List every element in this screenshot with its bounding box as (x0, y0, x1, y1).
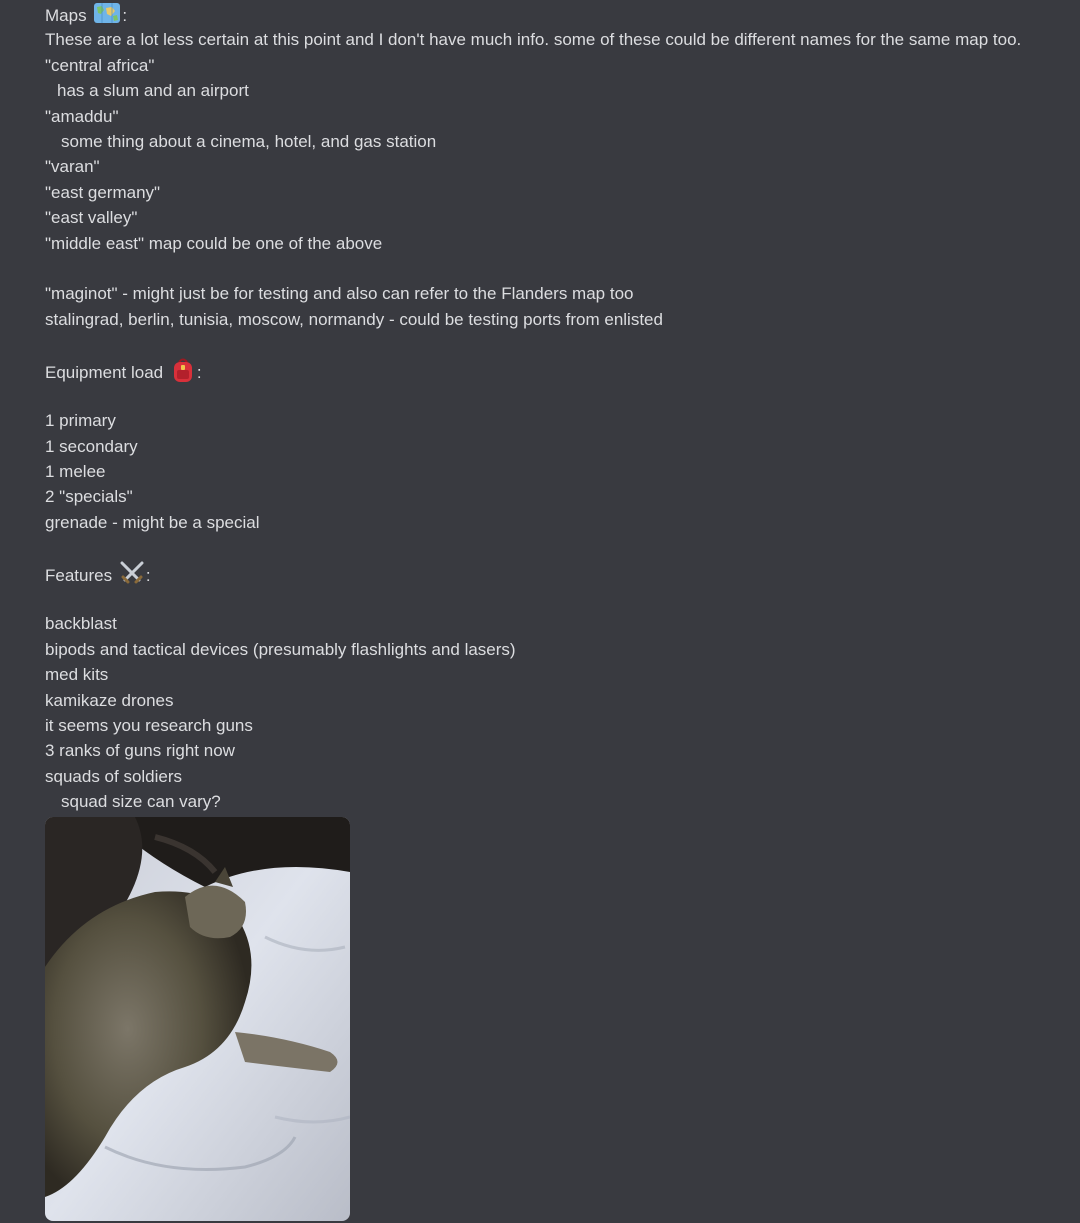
equipment-heading-colon: : (196, 363, 202, 383)
list-item: grenade - might be a special (45, 512, 260, 532)
features-heading (45, 561, 1075, 586)
crossed-swords-icon (119, 561, 145, 592)
list-item: "middle east" map could be one of the above (45, 233, 383, 253)
list-item: 3 ranks of guns right now (45, 741, 235, 761)
spacer (45, 256, 1075, 281)
backpack-icon (170, 357, 196, 390)
features-heading-text: Features (45, 565, 113, 585)
list-item: "east valley" (45, 208, 138, 228)
spacer (45, 535, 1075, 560)
list-item: kamikaze drones (45, 690, 174, 710)
spacer (45, 332, 1075, 357)
maps-heading-colon: : (122, 6, 128, 26)
equipment-heading (45, 357, 1075, 382)
spacer (45, 383, 1075, 408)
list-item: has a slum and an airport (57, 81, 249, 101)
maps-heading-text: Maps (45, 6, 87, 26)
cat-photo (45, 817, 350, 1221)
list-item: "central africa" (45, 55, 155, 75)
list-item: "amaddu" (45, 106, 119, 126)
image-attachment[interactable] (45, 817, 350, 1221)
list-item: "varan" (45, 157, 100, 177)
list-item: bipods and tactical devices (presumably flashlights and lasers) (45, 639, 516, 659)
list-item: squad size can vary? (61, 792, 221, 812)
list-item: stalingrad, berlin, tunisia, moscow, normandy - could be testing ports from enlisted (45, 309, 663, 329)
maps-intro: These are a lot less certain at this point and I don't have much info. some of these could be different names for the same map too. (45, 30, 1022, 50)
list-item: "maginot" - might just be for testing and also can refer to the Flanders map too (45, 284, 634, 304)
list-item: some thing about a cinema, hotel, and gas station (61, 131, 437, 151)
features-heading-colon: : (145, 565, 151, 585)
list-item: 1 primary (45, 411, 116, 431)
list-item: med kits (45, 665, 109, 685)
list-item: backblast (45, 614, 117, 634)
maps-heading (45, 2, 1075, 27)
list-item: it seems you research guns (45, 715, 253, 735)
chat-message (45, 2, 1075, 815)
list-item: "east germany" (45, 182, 161, 202)
list-item: squads of soldiers (45, 766, 183, 786)
spacer (45, 586, 1075, 611)
list-item: 2 "specials" (45, 487, 133, 507)
list-item: 1 secondary (45, 436, 138, 456)
equipment-heading-text: Equipment load (45, 363, 164, 383)
list-item: 1 melee (45, 462, 106, 482)
